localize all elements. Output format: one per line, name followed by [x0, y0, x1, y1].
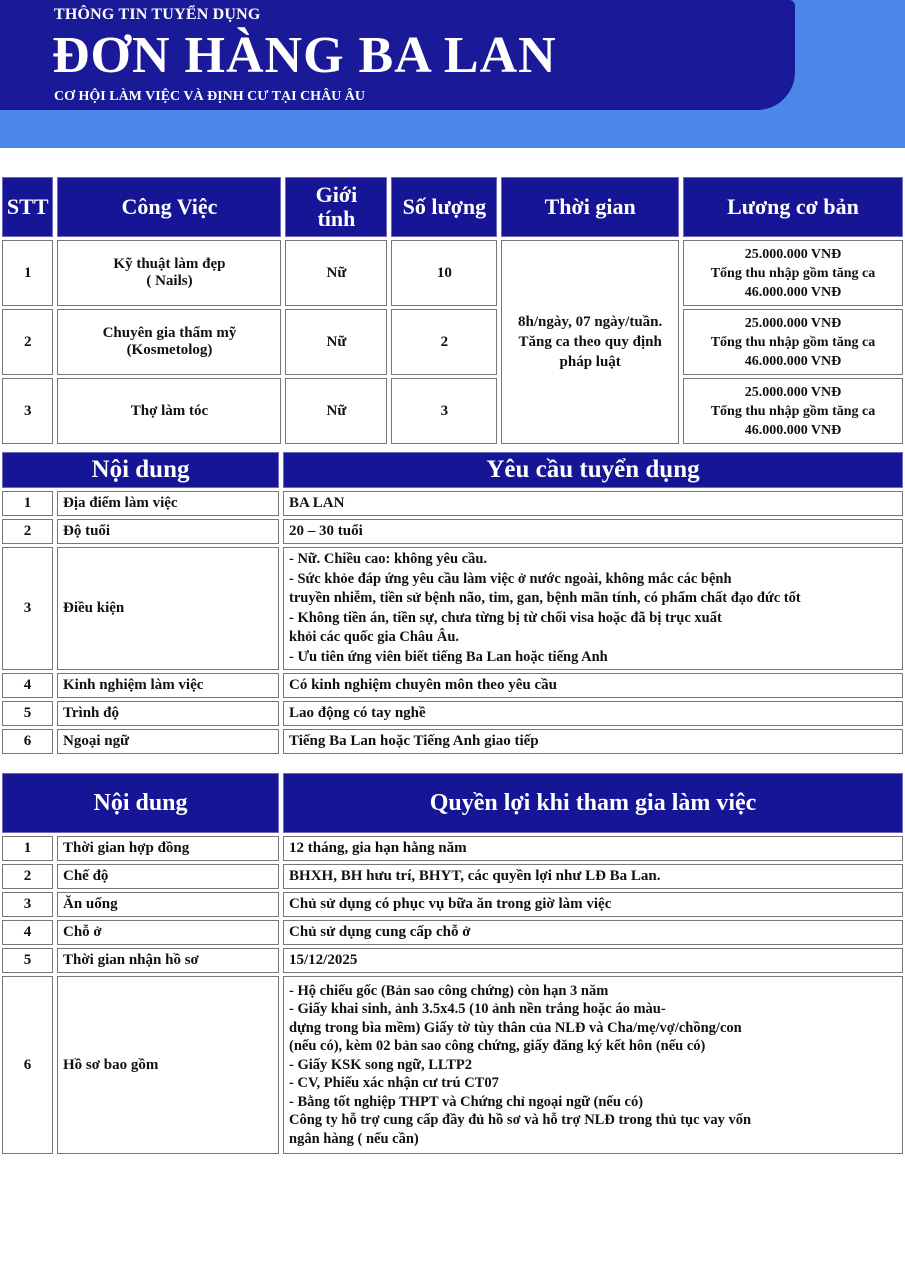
- table-row: [2, 240, 903, 306]
- row-stt: 5: [2, 948, 53, 973]
- benefits-header-row: [2, 773, 903, 833]
- jobs-table: [0, 174, 905, 447]
- job-gender: Nữ: [285, 378, 387, 444]
- row-label: Thời gian nhận hồ sơ: [57, 948, 279, 973]
- row-stt: 2: [2, 864, 53, 889]
- row-value-multiline: - Hộ chiếu gốc (Bản sao công chứng) còn hạn 3 năm - Giấy khai sinh, ảnh 3.5x4.5 (10 ảnh nền trắng hoặc áo màu- dựng trong bìa mềm) Giấy tờ tùy thân của NLĐ và Cha/mẹ/vợ/chồng/con (nếu có), kèm 02 bản sao công chứng, giấy đăng ký kết hôn (nếu có) - Giấy KSK song ngữ, LLTP2 - CV, Phiếu xác nhận cư trú CT07 - Bằng tốt nghiệp THPT và Chứng chỉ ngoại ngữ (nếu có) Công ty hỗ trợ cung cấp đầy đủ hồ sơ và hỗ trợ NLĐ trong thủ tục vay vốn ngân hàng ( nếu cần): [283, 976, 903, 1154]
- table-row: [2, 519, 903, 544]
- job-stt: 3: [2, 378, 53, 444]
- row-stt: 3: [2, 547, 53, 670]
- row-stt: 1: [2, 836, 53, 861]
- table-row: [2, 491, 903, 516]
- jobs-header-row: [2, 177, 903, 237]
- table-row: [2, 948, 903, 973]
- row-value: Có kinh nghiệm chuyên môn theo yêu cầu: [283, 673, 903, 698]
- row-stt: 3: [2, 892, 53, 917]
- table-row: [2, 920, 903, 945]
- header-kicker: THÔNG TIN TUYỂN DỤNG: [54, 6, 261, 23]
- job-title: Kỹ thuật làm đẹp ( Nails): [57, 240, 281, 306]
- table-row: [2, 836, 903, 861]
- job-schedule: 8h/ngày, 07 ngày/tuần. Tăng ca theo quy định pháp luật: [501, 240, 679, 444]
- job-title: Chuyên gia thẩm mỹ (Kosmetolog): [57, 309, 281, 375]
- job-wage: 25.000.000 VNĐ Tổng thu nhập gồm tăng ca 46.000.000 VNĐ: [683, 309, 903, 375]
- col-header-stt: STT: [2, 177, 53, 237]
- row-stt: 4: [2, 673, 53, 698]
- row-stt: 1: [2, 491, 53, 516]
- table-row: [2, 729, 903, 754]
- col-header-gender: Giới tính: [285, 177, 387, 237]
- table-row: [2, 378, 903, 444]
- row-value: BHXH, BH hưu trí, BHYT, các quyền lợi như LĐ Ba Lan.: [283, 864, 903, 889]
- table-row: [2, 547, 903, 670]
- table-row: [2, 673, 903, 698]
- header-subtitle: CƠ HỘI LÀM VIỆC VÀ ĐỊNH CƯ TẠI CHÂU ÂU: [54, 89, 366, 104]
- col-header-quantity: Số lượng: [391, 177, 497, 237]
- row-label: Trình độ: [57, 701, 279, 726]
- table-row: [2, 976, 903, 1154]
- page-title: ĐƠN HÀNG BA LAN: [52, 27, 557, 84]
- col-header-schedule: Thời gian: [501, 177, 679, 237]
- benefits-header-right: Quyền lợi khi tham gia làm việc: [283, 773, 903, 833]
- row-value: Lao động có tay nghề: [283, 701, 903, 726]
- row-value: BA LAN: [283, 491, 903, 516]
- row-label: Địa điểm làm việc: [57, 491, 279, 516]
- row-label: Điều kiện: [57, 547, 279, 670]
- row-stt: 6: [2, 729, 53, 754]
- requirements-header-right: Yêu cầu tuyển dụng: [283, 452, 903, 488]
- row-label: Hồ sơ bao gồm: [57, 976, 279, 1154]
- job-quantity: 10: [391, 240, 497, 306]
- job-wage: 25.000.000 VNĐ Tổng thu nhập gồm tăng ca 46.000.000 VNĐ: [683, 240, 903, 306]
- row-value: 15/12/2025: [283, 948, 903, 973]
- header-banner: [0, 0, 795, 110]
- job-gender: Nữ: [285, 240, 387, 306]
- row-label: Ăn uống: [57, 892, 279, 917]
- table-row: [2, 309, 903, 375]
- row-label: Chỗ ở: [57, 920, 279, 945]
- row-value: Tiếng Ba Lan hoặc Tiếng Anh giao tiếp: [283, 729, 903, 754]
- requirements-header-row: [2, 452, 903, 488]
- job-stt: 2: [2, 309, 53, 375]
- benefits-header-left: Nội dung: [2, 773, 279, 833]
- table-row: [2, 701, 903, 726]
- table-row: [2, 864, 903, 889]
- job-quantity: 2: [391, 309, 497, 375]
- row-value: Chủ sử dụng có phục vụ bữa ăn trong giờ làm việc: [283, 892, 903, 917]
- row-stt: 4: [2, 920, 53, 945]
- job-quantity: 3: [391, 378, 497, 444]
- row-label: Kinh nghiệm làm việc: [57, 673, 279, 698]
- row-label: Ngoại ngữ: [57, 729, 279, 754]
- job-wage: 25.000.000 VNĐ Tổng thu nhập gồm tăng ca 46.000.000 VNĐ: [683, 378, 903, 444]
- row-stt: 2: [2, 519, 53, 544]
- row-value: 12 tháng, gia hạn hằng năm: [283, 836, 903, 861]
- job-title: Thợ làm tóc: [57, 378, 281, 444]
- row-value-multiline: - Nữ. Chiều cao: không yêu cầu. - Sức khỏe đáp ứng yêu cầu làm việc ở nước ngoài, không mắc các bệnh truyền nhiễm, tiền sử bệnh não, tim, gan, bệnh mãn tính, có phẩm chất đạo đức tốt - Không tiền án, tiền sự, chưa từng bị từ chối visa hoặc đã bị trục xuất khỏi các quốc gia Châu Âu. - Ưu tiên ứng viên biết tiếng Ba Lan hoặc tiếng Anh: [283, 547, 903, 670]
- table-row: [2, 892, 903, 917]
- col-header-job: Công Việc: [57, 177, 281, 237]
- row-label: Độ tuổi: [57, 519, 279, 544]
- row-stt: 5: [2, 701, 53, 726]
- requirements-table: [0, 449, 905, 757]
- job-stt: 1: [2, 240, 53, 306]
- requirements-header-left: Nội dung: [2, 452, 279, 488]
- row-value: Chủ sử dụng cung cấp chỗ ở: [283, 920, 903, 945]
- job-gender: Nữ: [285, 309, 387, 375]
- row-stt: 6: [2, 976, 53, 1154]
- row-label: Chế độ: [57, 864, 279, 889]
- row-label: Thời gian hợp đồng: [57, 836, 279, 861]
- benefits-table: [0, 770, 905, 1157]
- row-value: 20 – 30 tuổi: [283, 519, 903, 544]
- col-header-wage: Lương cơ bản: [683, 177, 903, 237]
